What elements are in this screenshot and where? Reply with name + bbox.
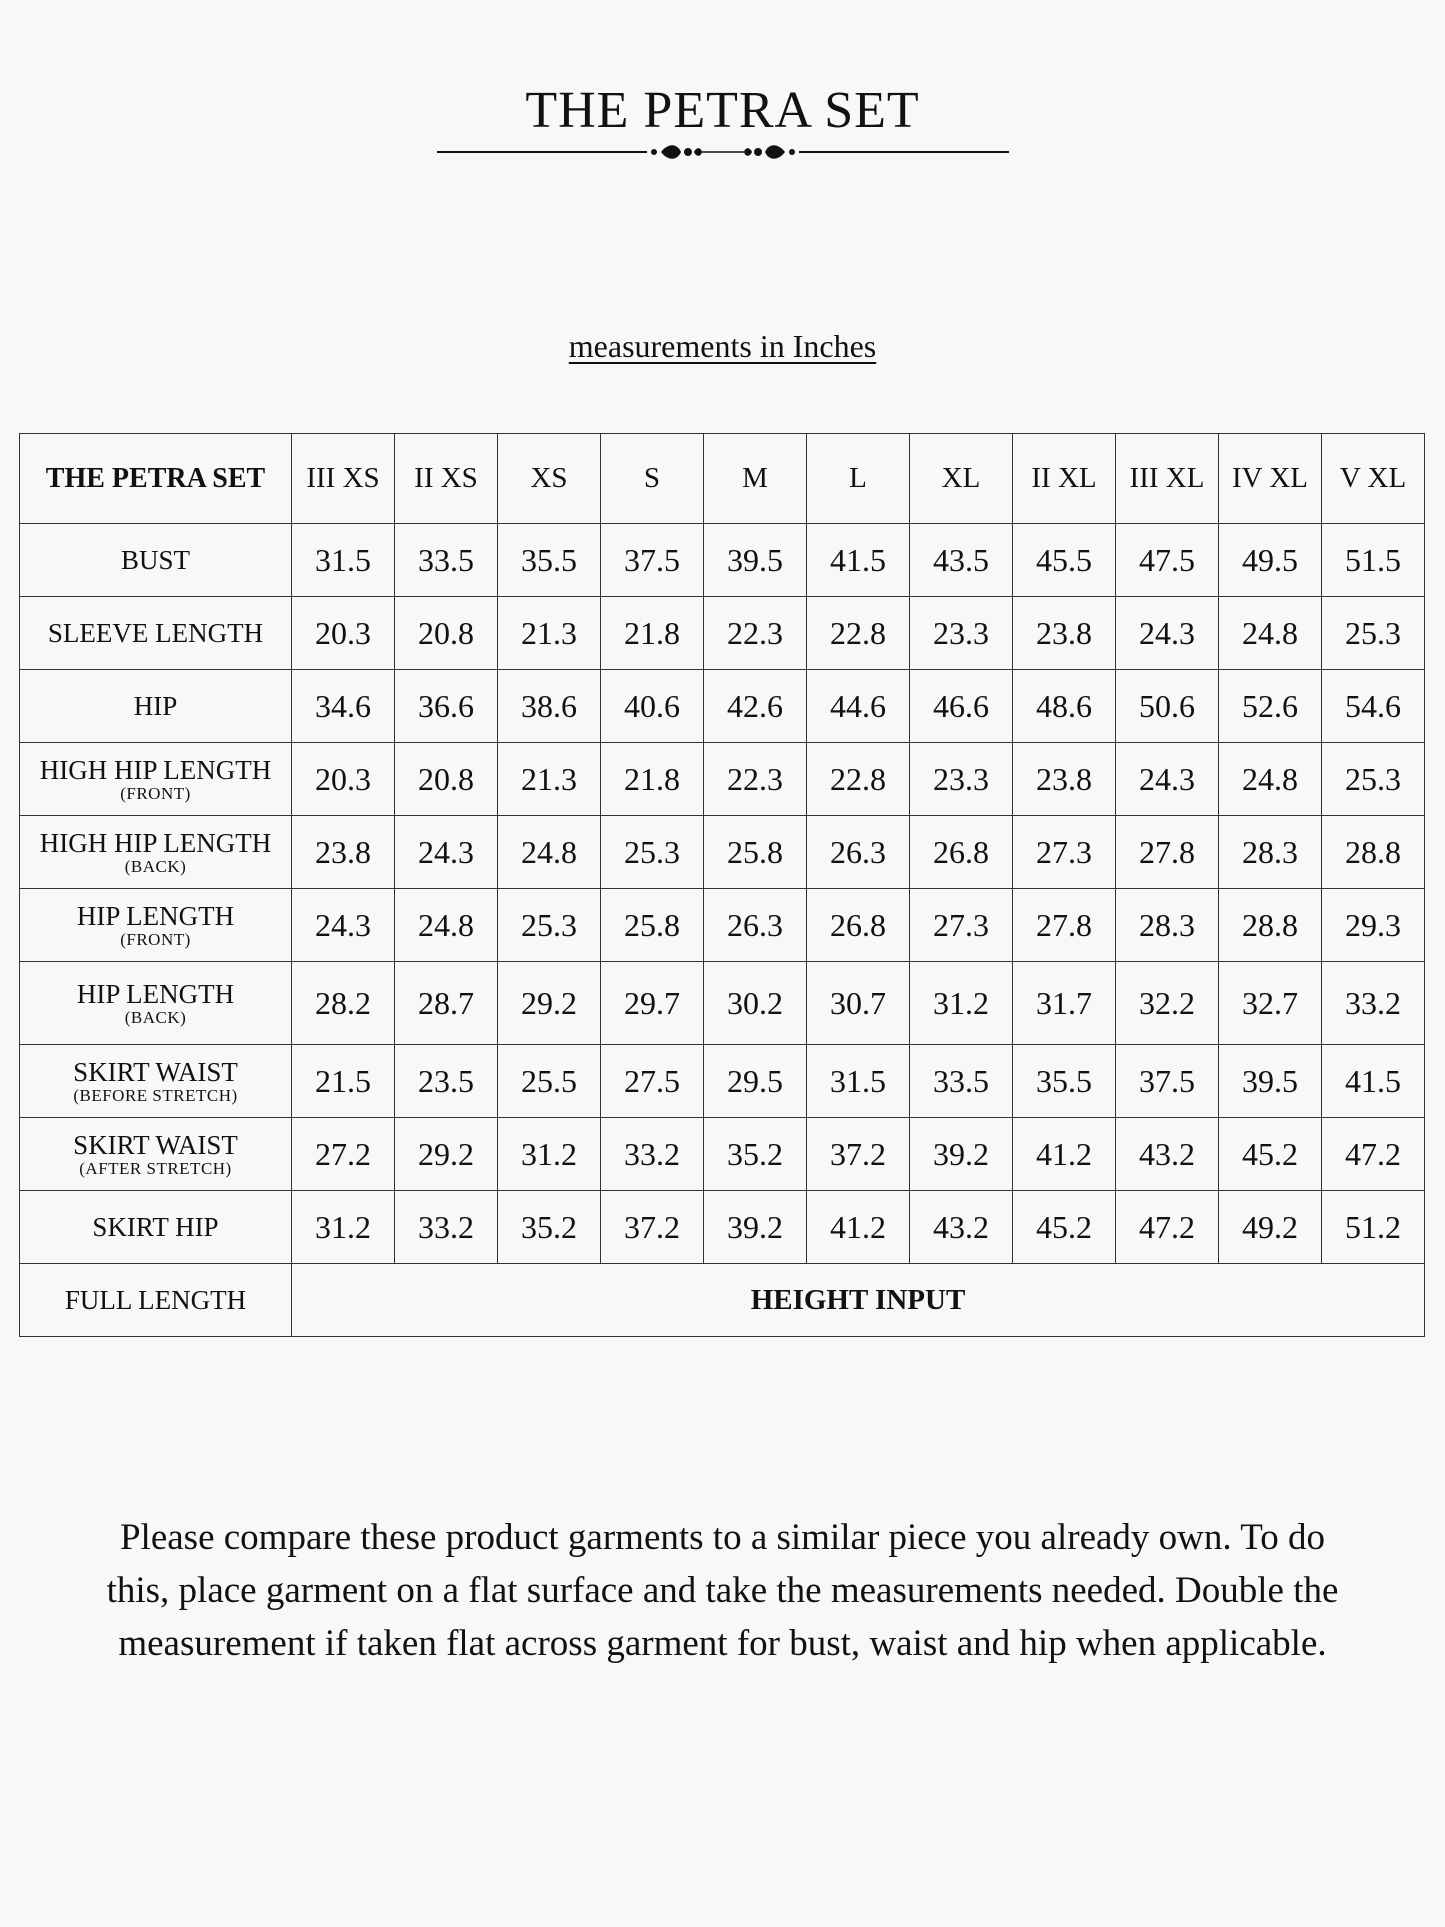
measurement-cell: 21.3 — [498, 597, 601, 670]
measurement-cell: 28.3 — [1219, 816, 1322, 889]
measurement-cell: 31.7 — [1013, 962, 1116, 1045]
measurement-cell: 43.2 — [910, 1191, 1013, 1264]
measurement-cell: 45.2 — [1013, 1191, 1116, 1264]
measurement-cell: 39.5 — [704, 524, 807, 597]
measurement-cell: 30.7 — [807, 962, 910, 1045]
measurement-cell: 39.5 — [1219, 1045, 1322, 1118]
measurement-cell: 27.8 — [1116, 816, 1219, 889]
row-label-note: (FRONT) — [120, 783, 191, 803]
row-label — [20, 597, 292, 670]
measurement-cell: 29.7 — [601, 962, 704, 1045]
measurement-cell: 24.8 — [1219, 743, 1322, 816]
measurement-cell: 31.5 — [807, 1045, 910, 1118]
table-row — [20, 962, 1425, 1045]
size-header: XL — [910, 434, 1013, 524]
measurement-cell: 24.3 — [292, 889, 395, 962]
measurement-cell: 25.8 — [704, 816, 807, 889]
measurement-cell: 34.6 — [292, 670, 395, 743]
row-label-text: SKIRT WAIST — [73, 1056, 238, 1087]
size-header: IV XL — [1219, 434, 1322, 524]
measurement-cell: 22.8 — [807, 597, 910, 670]
measurement-cell: 24.3 — [395, 816, 498, 889]
measurement-cell: 35.2 — [704, 1118, 807, 1191]
measurement-cell: 31.2 — [498, 1118, 601, 1191]
measurement-cell: 37.2 — [601, 1191, 704, 1264]
size-header-row — [20, 434, 1425, 524]
measurement-cell: 28.2 — [292, 962, 395, 1045]
size-header: S — [601, 434, 704, 524]
measurement-cell: 33.5 — [395, 524, 498, 597]
measurement-cell: 29.5 — [704, 1045, 807, 1118]
table-corner-label: THE PETRA SET — [20, 434, 292, 524]
measurement-cell: 46.6 — [910, 670, 1013, 743]
row-label — [20, 1191, 292, 1264]
table-row — [20, 1045, 1425, 1118]
row-label — [20, 1118, 292, 1191]
measurement-cell: 21.5 — [292, 1045, 395, 1118]
measurement-cell: 25.3 — [1322, 743, 1425, 816]
measurement-cell: 43.5 — [910, 524, 1013, 597]
measurement-cell: 38.6 — [498, 670, 601, 743]
measurement-cell: 27.8 — [1013, 889, 1116, 962]
measurement-cell: 23.3 — [910, 743, 1013, 816]
measurement-cell: 39.2 — [704, 1191, 807, 1264]
row-label-note: (BEFORE STRETCH) — [73, 1085, 238, 1105]
measurement-cell: 41.2 — [807, 1191, 910, 1264]
row-label — [20, 889, 292, 962]
row-label-note: (AFTER STRETCH) — [79, 1158, 232, 1178]
measurement-instructions: Please compare these product garments to a similar piece you already own. To do this, place garment on a flat surface and take the measurements needed. Double the measurement if taken flat across garment for bust, waist and hip when applicable. — [106, 1517, 1339, 1664]
measurement-cell: 51.5 — [1322, 524, 1425, 597]
measurement-cell: 23.8 — [1013, 743, 1116, 816]
measurement-cell: 26.8 — [807, 889, 910, 962]
row-label — [20, 743, 292, 816]
size-header: III XL — [1116, 434, 1219, 524]
size-chart-table — [19, 433, 1425, 1337]
measurement-cell: 20.8 — [395, 743, 498, 816]
table-row — [20, 1118, 1425, 1191]
measurement-cell: 44.6 — [807, 670, 910, 743]
measurement-cell: 47.5 — [1116, 524, 1219, 597]
measurement-cell: 41.5 — [807, 524, 910, 597]
row-label-text: SKIRT WAIST — [73, 1129, 238, 1160]
table-row — [20, 670, 1425, 743]
measurement-cell: 28.8 — [1322, 816, 1425, 889]
measurement-cell: 40.6 — [601, 670, 704, 743]
measurement-cell: 29.3 — [1322, 889, 1425, 962]
measurement-cell: 28.7 — [395, 962, 498, 1045]
row-label-note: (BACK) — [124, 1007, 187, 1027]
table-row — [20, 816, 1425, 889]
measurement-cell: 47.2 — [1322, 1118, 1425, 1191]
size-header: V XL — [1322, 434, 1425, 524]
row-label: FULL LENGTH — [20, 1264, 292, 1337]
row-label-text: HIGH HIP LENGTH — [39, 754, 272, 785]
measurement-cell: 25.8 — [601, 889, 704, 962]
measurement-cell: 28.3 — [1116, 889, 1219, 962]
measurement-cell: 52.6 — [1219, 670, 1322, 743]
measurement-cell: 45.5 — [1013, 524, 1116, 597]
table-row — [20, 524, 1425, 597]
measurement-cell: 33.2 — [601, 1118, 704, 1191]
measurement-cell: 33.5 — [910, 1045, 1013, 1118]
table-row-full-length — [20, 1264, 1425, 1337]
measurement-cell: 23.8 — [292, 816, 395, 889]
measurement-cell: 22.3 — [704, 597, 807, 670]
measurement-cell: 24.8 — [1219, 597, 1322, 670]
measurement-cell: 21.3 — [498, 743, 601, 816]
measurement-cell: 21.8 — [601, 597, 704, 670]
measurement-cell: 28.8 — [1219, 889, 1322, 962]
measurement-cell: 39.2 — [910, 1118, 1013, 1191]
measurement-cell: 51.2 — [1322, 1191, 1425, 1264]
measurement-cell: 23.3 — [910, 597, 1013, 670]
row-label-text: BUST — [120, 544, 191, 575]
measurement-cell: 24.3 — [1116, 597, 1219, 670]
measurement-cell: 27.2 — [292, 1118, 395, 1191]
measurement-cell: 23.8 — [1013, 597, 1116, 670]
measurement-cell: 29.2 — [395, 1118, 498, 1191]
row-label-text: HIGH HIP LENGTH — [39, 827, 272, 858]
table-row — [20, 889, 1425, 962]
measurement-cell: 32.7 — [1219, 962, 1322, 1045]
measurement-cell: 33.2 — [1322, 962, 1425, 1045]
measurement-cell: 24.8 — [395, 889, 498, 962]
row-label-text: SLEEVE LENGTH — [47, 617, 264, 648]
row-label-text: HIP — [133, 690, 178, 721]
measurement-cell: 26.8 — [910, 816, 1013, 889]
measurement-cell: 35.2 — [498, 1191, 601, 1264]
units-subtitle: measurements in Inches — [568, 328, 877, 364]
row-label — [20, 670, 292, 743]
size-header: L — [807, 434, 910, 524]
measurement-cell: 20.3 — [292, 743, 395, 816]
measurement-cell: 35.5 — [1013, 1045, 1116, 1118]
table-row — [20, 743, 1425, 816]
measurement-cell: 45.2 — [1219, 1118, 1322, 1191]
table-row — [20, 1191, 1425, 1264]
page-title: THE PETRA SET — [525, 81, 920, 139]
measurement-cell: 35.5 — [498, 524, 601, 597]
measurement-cell: 48.6 — [1013, 670, 1116, 743]
row-label-text: HIP LENGTH — [76, 978, 235, 1009]
measurement-cell: 49.2 — [1219, 1191, 1322, 1264]
measurement-cell: 41.2 — [1013, 1118, 1116, 1191]
measurement-cell: 29.2 — [498, 962, 601, 1045]
size-header: XS — [498, 434, 601, 524]
measurement-cell: 47.2 — [1116, 1191, 1219, 1264]
measurement-cell: 50.6 — [1116, 670, 1219, 743]
row-label — [20, 816, 292, 889]
measurement-cell: 20.8 — [395, 597, 498, 670]
measurement-cell: 27.5 — [601, 1045, 704, 1118]
measurement-cell: 27.3 — [910, 889, 1013, 962]
measurement-cell: 37.5 — [1116, 1045, 1219, 1118]
measurement-cell: 54.6 — [1322, 670, 1425, 743]
size-header: M — [704, 434, 807, 524]
row-label-note: (BACK) — [124, 856, 187, 876]
measurement-cell: 24.3 — [1116, 743, 1219, 816]
measurement-cell: 41.5 — [1322, 1045, 1425, 1118]
measurement-cell: 32.2 — [1116, 962, 1219, 1045]
measurement-cell: 37.2 — [807, 1118, 910, 1191]
row-label — [20, 1045, 292, 1118]
measurement-cell: 31.2 — [910, 962, 1013, 1045]
measurement-cell: 21.8 — [601, 743, 704, 816]
measurement-cell: 31.2 — [292, 1191, 395, 1264]
measurement-cell: 20.3 — [292, 597, 395, 670]
row-label-text: SKIRT HIP — [92, 1211, 219, 1242]
measurement-cell: 26.3 — [807, 816, 910, 889]
measurement-cell: 43.2 — [1116, 1118, 1219, 1191]
full-length-value: HEIGHT INPUT — [292, 1264, 1425, 1337]
measurement-cell: 22.8 — [807, 743, 910, 816]
divider-ornament-icon — [437, 138, 1009, 166]
row-label-text: HIP LENGTH — [76, 900, 235, 931]
measurement-cell: 49.5 — [1219, 524, 1322, 597]
row-label — [20, 524, 292, 597]
measurement-cell: 25.3 — [498, 889, 601, 962]
measurement-cell: 31.5 — [292, 524, 395, 597]
measurement-cell: 22.3 — [704, 743, 807, 816]
measurement-cell: 23.5 — [395, 1045, 498, 1118]
measurement-cell: 26.3 — [704, 889, 807, 962]
measurement-cell: 25.5 — [498, 1045, 601, 1118]
row-label — [20, 962, 292, 1045]
measurement-cell: 36.6 — [395, 670, 498, 743]
size-header: III XS — [292, 434, 395, 524]
measurement-cell: 33.2 — [395, 1191, 498, 1264]
size-header: II XS — [395, 434, 498, 524]
measurement-cell: 25.3 — [1322, 597, 1425, 670]
measurement-cell: 24.8 — [498, 816, 601, 889]
measurement-cell: 27.3 — [1013, 816, 1116, 889]
size-header: II XL — [1013, 434, 1116, 524]
table-row — [20, 597, 1425, 670]
measurement-cell: 42.6 — [704, 670, 807, 743]
row-label-note: (FRONT) — [120, 929, 191, 949]
measurement-cell: 25.3 — [601, 816, 704, 889]
measurement-cell: 37.5 — [601, 524, 704, 597]
measurement-cell: 30.2 — [704, 962, 807, 1045]
